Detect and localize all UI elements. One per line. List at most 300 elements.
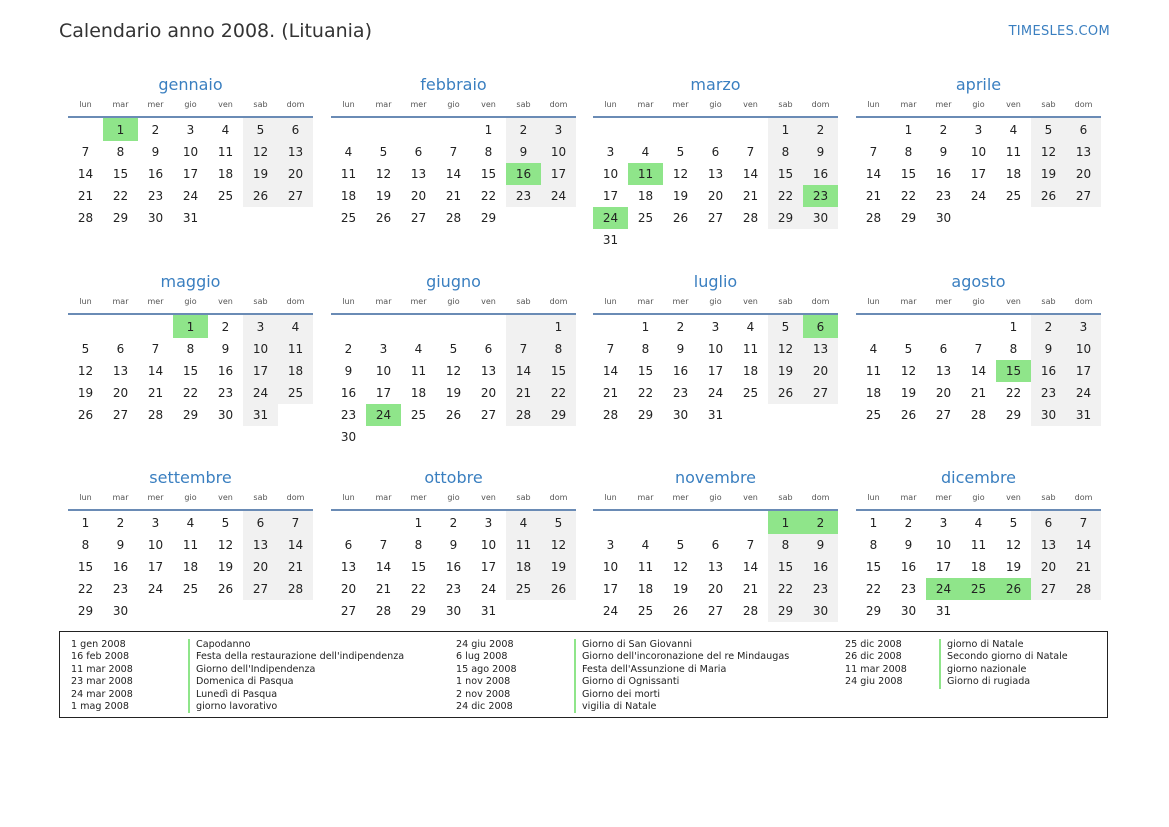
day-cell: 1 <box>103 117 138 141</box>
weekday-header: dom <box>541 96 576 117</box>
day-cell: 13 <box>410 167 427 181</box>
day-cell: 28 <box>278 578 313 600</box>
weekday-header: sab <box>1031 96 1066 117</box>
day-cell: 7 <box>746 538 755 552</box>
empty-cell <box>278 600 313 622</box>
holiday-name: giorno lavorativo <box>196 700 278 712</box>
day-cell: 13 <box>243 534 278 556</box>
day-cell: 16 <box>506 163 541 185</box>
empty-cell <box>401 314 436 338</box>
day-cell: 27 <box>278 185 313 207</box>
empty-cell <box>698 117 733 141</box>
day-cell: 6 <box>939 342 948 356</box>
weekday-header: mar <box>891 293 926 314</box>
day-cell: 2 <box>116 516 125 530</box>
day-cell: 10 <box>375 364 392 378</box>
day-cell: 21 <box>445 189 462 203</box>
day-cell: 5 <box>904 342 913 356</box>
day-cell: 6 <box>116 342 125 356</box>
day-cell: 7 <box>746 145 755 159</box>
day-cell: 15 <box>182 364 199 378</box>
day-cell: 22 <box>480 189 497 203</box>
day-cell: 12 <box>1005 538 1022 552</box>
day-cell: 11 <box>1005 145 1022 159</box>
day-cell: 9 <box>344 364 353 378</box>
day-cell: 28 <box>1066 578 1101 600</box>
day-cell: 7 <box>606 342 615 356</box>
day-cell: 9 <box>221 342 230 356</box>
day-cell: 7 <box>1066 510 1101 534</box>
day-cell: 9 <box>151 145 160 159</box>
day-cell: 10 <box>970 145 987 159</box>
day-cell: 24 <box>182 189 199 203</box>
day-cell: 6 <box>243 510 278 534</box>
day-cell: 15 <box>637 364 654 378</box>
day-cell: 20 <box>707 582 724 596</box>
empty-cell <box>961 314 996 338</box>
day-cell: 26 <box>672 604 689 618</box>
empty-cell <box>243 207 278 229</box>
day-cell: 17 <box>602 189 619 203</box>
empty-cell <box>278 404 313 426</box>
weekday-header: ven <box>208 489 243 510</box>
day-cell: 2 <box>803 510 838 534</box>
day-cell: 25 <box>340 211 357 225</box>
day-cell: 7 <box>974 342 983 356</box>
day-cell: 1 <box>768 117 803 141</box>
day-cell: 11 <box>506 534 541 556</box>
day-cell: 8 <box>414 538 423 552</box>
weekday-header: sab <box>506 96 541 117</box>
day-cell: 31 <box>707 408 724 422</box>
day-cell: 7 <box>278 510 313 534</box>
day-cell: 27 <box>112 408 129 422</box>
day-cell: 1 <box>541 314 576 338</box>
empty-cell <box>138 600 173 622</box>
day-cell: 24 <box>602 604 619 618</box>
day-cell: 12 <box>768 338 803 360</box>
month-maggio <box>68 271 313 426</box>
holiday-name: Giorno dell'Indipendenza <box>196 663 316 675</box>
day-cell: 3 <box>151 516 160 530</box>
empty-cell <box>1031 207 1066 229</box>
day-cell: 22 <box>768 185 803 207</box>
weekday-header: ven <box>471 293 506 314</box>
empty-cell <box>1031 600 1066 622</box>
day-cell: 18 <box>970 560 987 574</box>
weekday-header: sab <box>243 293 278 314</box>
weekday-header: gio <box>698 293 733 314</box>
empty-cell <box>1066 207 1101 229</box>
holiday-legend <box>59 631 1108 718</box>
holiday-name: giorno nazionale <box>947 663 1027 675</box>
holiday-name: Giorno dell'incoronazione del re Mindaugas <box>582 651 790 663</box>
day-cell: 6 <box>1031 510 1066 534</box>
day-cell: 28 <box>742 604 759 618</box>
month-name: settembre <box>149 468 232 487</box>
weekday-header: mer <box>663 293 698 314</box>
month-dicembre <box>856 467 1101 622</box>
day-cell: 16 <box>445 560 462 574</box>
weekday-header: gio <box>961 96 996 117</box>
weekday-header: lun <box>593 293 628 314</box>
day-cell: 8 <box>116 145 125 159</box>
day-cell: 24 <box>366 404 401 426</box>
day-cell: 4 <box>506 510 541 534</box>
empty-cell <box>331 314 366 338</box>
empty-cell <box>733 510 768 534</box>
month-agosto <box>856 271 1101 426</box>
month-name: febbraio <box>420 75 487 94</box>
day-cell: 28 <box>375 604 392 618</box>
day-cell: 15 <box>996 360 1031 382</box>
day-cell: 29 <box>900 211 917 225</box>
empty-cell <box>541 600 576 622</box>
weekday-header: mer <box>926 489 961 510</box>
day-cell: 16 <box>672 364 689 378</box>
day-cell: 14 <box>742 167 759 181</box>
weekday-header: lun <box>331 489 366 510</box>
weekday-header: mar <box>366 489 401 510</box>
empty-cell <box>506 600 541 622</box>
day-cell: 23 <box>803 185 838 207</box>
day-cell: 25 <box>865 408 882 422</box>
day-cell: 20 <box>480 386 497 400</box>
day-cell: 28 <box>602 408 619 422</box>
day-cell: 6 <box>344 538 353 552</box>
day-cell: 23 <box>112 582 129 596</box>
day-cell: 15 <box>768 163 803 185</box>
day-cell: 10 <box>147 538 164 552</box>
day-cell: 23 <box>217 386 234 400</box>
day-cell: 19 <box>900 386 917 400</box>
day-cell: 2 <box>506 117 541 141</box>
day-cell: 12 <box>375 167 392 181</box>
day-cell: 2 <box>344 342 353 356</box>
day-cell: 23 <box>1031 382 1066 404</box>
day-cell: 15 <box>900 167 917 181</box>
day-cell: 29 <box>768 207 803 229</box>
day-cell: 26 <box>768 382 803 404</box>
weekday-header: mar <box>628 489 663 510</box>
empty-cell <box>401 426 436 448</box>
day-cell: 29 <box>182 408 199 422</box>
day-cell: 6 <box>711 145 720 159</box>
day-cell: 22 <box>900 189 917 203</box>
day-cell: 24 <box>243 382 278 404</box>
legend-item <box>456 676 826 688</box>
weekday-header: lun <box>68 489 103 510</box>
day-cell: 31 <box>935 604 952 618</box>
day-cell: 5 <box>541 510 576 534</box>
weekday-header: gio <box>436 96 471 117</box>
day-cell: 19 <box>375 189 392 203</box>
day-cell: 23 <box>803 578 838 600</box>
weekday-header: mar <box>103 96 138 117</box>
weekday-header: gio <box>436 489 471 510</box>
day-cell: 4 <box>344 145 353 159</box>
holiday-name: Giorno di Ognissanti <box>582 676 680 688</box>
legend-column <box>71 639 441 713</box>
day-cell: 16 <box>340 386 357 400</box>
empty-cell <box>401 117 436 141</box>
day-cell: 17 <box>243 360 278 382</box>
day-cell: 12 <box>672 167 689 181</box>
day-cell: 8 <box>484 145 493 159</box>
weekday-header: gio <box>173 96 208 117</box>
legend-item <box>71 676 441 688</box>
day-cell: 18 <box>637 189 654 203</box>
day-cell: 3 <box>1066 314 1101 338</box>
day-cell: 24 <box>970 189 987 203</box>
holiday-date: 2 nov 2008 <box>456 688 511 700</box>
day-cell: 19 <box>672 189 689 203</box>
holiday-date: 1 nov 2008 <box>456 676 511 688</box>
month-luglio <box>593 271 838 426</box>
weekday-header: sab <box>506 489 541 510</box>
day-cell: 2 <box>449 516 458 530</box>
legend-item <box>71 639 441 651</box>
day-cell: 29 <box>541 404 576 426</box>
legend-item <box>456 689 826 701</box>
holiday-name: Giorno di rugiada <box>947 676 1031 688</box>
day-cell: 19 <box>243 163 278 185</box>
empty-cell <box>961 207 996 229</box>
day-cell: 2 <box>221 320 230 334</box>
day-cell: 13 <box>707 560 724 574</box>
day-cell: 26 <box>541 578 576 600</box>
day-cell: 5 <box>221 516 230 530</box>
empty-cell <box>733 229 768 251</box>
weekday-header: lun <box>856 293 891 314</box>
day-cell: 5 <box>449 342 458 356</box>
empty-cell <box>856 117 891 141</box>
empty-cell <box>331 510 366 534</box>
day-cell: 8 <box>186 342 195 356</box>
day-cell: 14 <box>375 560 392 574</box>
weekday-header: gio <box>173 489 208 510</box>
holiday-date: 11 mar 2008 <box>845 663 907 675</box>
day-cell: 5 <box>243 117 278 141</box>
day-cell: 27 <box>935 408 952 422</box>
day-cell: 21 <box>375 582 392 596</box>
empty-cell <box>698 510 733 534</box>
day-cell: 28 <box>445 211 462 225</box>
day-cell: 21 <box>147 386 164 400</box>
holiday-name: Festa della restaurazione dell'indipendenza <box>196 651 405 663</box>
day-cell: 11 <box>742 342 759 356</box>
empty-cell <box>436 426 471 448</box>
day-cell: 11 <box>217 145 234 159</box>
day-cell: 26 <box>243 185 278 207</box>
day-cell: 22 <box>541 382 576 404</box>
day-cell: 2 <box>939 123 948 137</box>
day-cell: 20 <box>1031 556 1066 578</box>
day-cell: 21 <box>1066 556 1101 578</box>
empty-cell <box>768 229 803 251</box>
month-gennaio <box>68 74 313 229</box>
day-cell: 14 <box>445 167 462 181</box>
day-cell: 6 <box>278 117 313 141</box>
day-cell: 19 <box>672 582 689 596</box>
weekday-header: mar <box>366 96 401 117</box>
day-cell: 28 <box>865 211 882 225</box>
day-cell: 24 <box>541 185 576 207</box>
day-cell: 24 <box>480 582 497 596</box>
day-cell: 4 <box>221 123 230 137</box>
day-cell: 4 <box>1009 123 1018 137</box>
day-cell: 3 <box>606 538 615 552</box>
month-name: novembre <box>674 468 757 487</box>
day-cell: 30 <box>803 207 838 229</box>
day-cell: 30 <box>217 408 234 422</box>
day-cell: 20 <box>278 163 313 185</box>
weekday-header: dom <box>1066 96 1101 117</box>
day-cell: 25 <box>961 578 996 600</box>
day-cell: 14 <box>278 534 313 556</box>
legend-column <box>456 639 826 713</box>
day-cell: 19 <box>768 360 803 382</box>
legend-item <box>456 701 826 713</box>
day-cell: 1 <box>904 123 913 137</box>
day-cell: 21 <box>742 189 759 203</box>
day-cell: 13 <box>1031 534 1066 556</box>
weekday-header: lun <box>593 489 628 510</box>
day-cell: 22 <box>182 386 199 400</box>
day-cell: 17 <box>541 163 576 185</box>
weekday-header: mer <box>401 489 436 510</box>
day-cell: 28 <box>970 408 987 422</box>
empty-cell <box>733 117 768 141</box>
day-cell: 4 <box>641 538 650 552</box>
day-cell: 20 <box>410 189 427 203</box>
day-cell: 18 <box>865 386 882 400</box>
legend-item <box>845 651 1169 663</box>
day-cell: 23 <box>445 582 462 596</box>
day-cell: 4 <box>746 320 755 334</box>
empty-cell <box>803 404 838 426</box>
day-cell: 3 <box>541 117 576 141</box>
weekday-header: sab <box>768 489 803 510</box>
day-cell: 5 <box>1009 516 1018 530</box>
empty-cell <box>366 510 401 534</box>
day-cell: 9 <box>116 538 125 552</box>
day-cell: 3 <box>974 123 983 137</box>
day-cell: 1 <box>173 314 208 338</box>
day-cell: 3 <box>606 145 615 159</box>
day-cell: 19 <box>541 556 576 578</box>
holiday-date: 6 lug 2008 <box>456 651 508 663</box>
day-cell: 7 <box>151 342 160 356</box>
day-cell: 12 <box>243 141 278 163</box>
day-cell: 8 <box>81 538 90 552</box>
weekday-header: dom <box>541 293 576 314</box>
weekday-header: mar <box>103 293 138 314</box>
day-cell: 22 <box>637 386 654 400</box>
day-cell: 5 <box>768 314 803 338</box>
day-cell: 20 <box>803 360 838 382</box>
empty-cell <box>663 510 698 534</box>
day-cell: 18 <box>742 364 759 378</box>
day-cell: 17 <box>375 386 392 400</box>
holiday-name: Giorno dei morti <box>582 688 661 700</box>
holiday-date: 24 giu 2008 <box>845 676 903 688</box>
empty-cell <box>103 314 138 338</box>
weekday-header: mer <box>663 96 698 117</box>
empty-cell <box>926 314 961 338</box>
weekday-header: sab <box>1031 489 1066 510</box>
day-cell: 9 <box>506 141 541 163</box>
empty-cell <box>471 426 506 448</box>
day-cell: 21 <box>970 386 987 400</box>
day-cell: 28 <box>77 211 94 225</box>
day-cell: 15 <box>410 560 427 574</box>
day-cell: 24 <box>1066 382 1101 404</box>
day-cell: 13 <box>480 364 497 378</box>
empty-cell <box>366 117 401 141</box>
empty-cell <box>593 117 628 141</box>
empty-cell <box>628 117 663 141</box>
day-cell: 9 <box>939 145 948 159</box>
holiday-date: 25 dic 2008 <box>845 639 902 650</box>
weekday-header: mer <box>663 489 698 510</box>
empty-cell <box>803 229 838 251</box>
weekday-header: lun <box>856 96 891 117</box>
day-cell: 26 <box>996 578 1031 600</box>
day-cell: 25 <box>742 386 759 400</box>
day-cell: 9 <box>676 342 685 356</box>
day-cell: 11 <box>340 167 357 181</box>
weekday-header: mar <box>103 489 138 510</box>
day-cell: 24 <box>707 386 724 400</box>
day-cell: 9 <box>1031 338 1066 360</box>
day-cell: 28 <box>506 404 541 426</box>
day-cell: 16 <box>1031 360 1066 382</box>
empty-cell <box>173 600 208 622</box>
day-cell: 18 <box>217 167 234 181</box>
month-settembre <box>68 467 313 622</box>
day-cell: 22 <box>1005 386 1022 400</box>
day-cell: 13 <box>112 364 129 378</box>
empty-cell <box>541 426 576 448</box>
day-cell: 24 <box>926 578 961 600</box>
holiday-name: Domenica di Pasqua <box>196 676 294 688</box>
day-cell: 27 <box>340 604 357 618</box>
day-cell: 29 <box>410 604 427 618</box>
weekday-header: dom <box>1066 489 1101 510</box>
holiday-name: Lunedì di Pasqua <box>196 688 278 700</box>
brand-link[interactable]: TIMESLES.COM <box>1008 24 1110 39</box>
day-cell: 2 <box>803 117 838 141</box>
month-name: marzo <box>690 75 741 94</box>
day-cell: 8 <box>768 534 803 556</box>
month-ottobre <box>331 467 576 622</box>
day-cell: 12 <box>1031 141 1066 163</box>
day-cell: 16 <box>803 163 838 185</box>
day-cell: 19 <box>1031 163 1066 185</box>
day-cell: 14 <box>970 364 987 378</box>
holiday-date: 1 mag 2008 <box>71 700 129 712</box>
day-cell: 25 <box>506 578 541 600</box>
day-cell: 11 <box>970 538 987 552</box>
day-cell: 18 <box>410 386 427 400</box>
day-cell: 27 <box>707 604 724 618</box>
day-cell: 30 <box>672 408 689 422</box>
empty-cell <box>436 117 471 141</box>
day-cell: 1 <box>641 320 650 334</box>
weekday-header: gio <box>698 489 733 510</box>
day-cell: 3 <box>379 342 388 356</box>
